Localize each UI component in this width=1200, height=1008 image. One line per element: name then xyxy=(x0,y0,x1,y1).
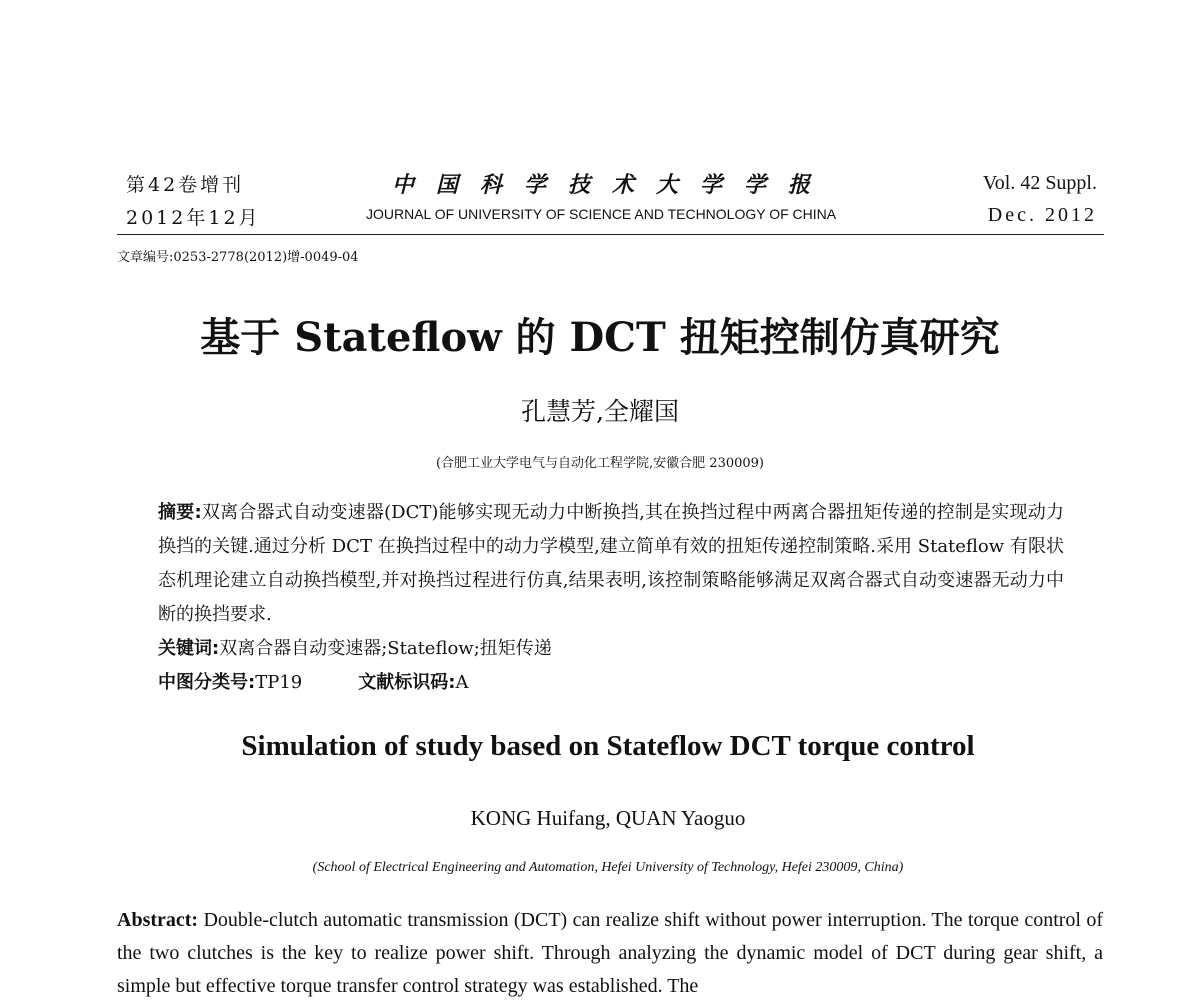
classification-line xyxy=(158,666,468,700)
authors-en: KONG Huifang, QUAN Yaoguo xyxy=(470,806,746,830)
authors-cn: 孔慧芳,全耀国 xyxy=(521,397,679,426)
date-cn: 2012年12月 xyxy=(126,207,261,229)
affiliation-cn: (合肥工业大学电气与自动化工程学院,安徽合肥 230009) xyxy=(435,456,765,471)
abstract-en-text: Double-clutch automatic transmission (DCT) can realize shift without power interruption. The torque control of the two clutches is the key to realize power shift. Through analyzing the dynamic model of DCT during gear shift, a simple but effective torque transfer control strategy was established. The xyxy=(117,909,1103,997)
journal-title-en: JOURNAL OF UNIVERSITY OF SCIENCE AND TECHNOLOGY OF CHINA xyxy=(366,206,837,222)
paper-title-cn: 基于 Stateflow 的 DCT 扭矩控制仿真研究 xyxy=(200,314,1000,361)
abstract-en-label: Abstract: xyxy=(117,909,199,931)
date-en: Dec. 2012 xyxy=(987,204,1097,226)
keywords-cn xyxy=(158,632,552,666)
abstract-cn-label: 摘要: xyxy=(158,502,202,523)
paper-title-en: Simulation of study based on Stateflow DCT torque control xyxy=(241,730,975,762)
header-rule xyxy=(117,234,1104,235)
classification-label: 中图分类号: xyxy=(158,672,256,693)
abstract-en xyxy=(117,904,1103,1003)
affiliation-en: (School of Electrical Engineering and Automation, Hefei University of Technology, Hefei 230009, China) xyxy=(312,860,904,875)
doc-code-value: A xyxy=(455,672,469,693)
volume-en: Vol. 42 Suppl. xyxy=(982,172,1097,194)
keywords-cn-label: 关键词: xyxy=(158,638,220,659)
abstract-cn xyxy=(158,496,1064,632)
keywords-cn-text: 双离合器自动变速器;Stateflow;扭矩传递 xyxy=(219,638,552,659)
doc-code-label: 文献标识码: xyxy=(358,672,456,693)
volume-cn: 第42卷增刊 xyxy=(126,174,245,196)
article-number: 文章编号:0253-2778(2012)增-0049-04 xyxy=(117,250,359,265)
journal-title-cn: 中国科学技术大学学报 xyxy=(392,172,833,198)
abstract-cn-text: 双离合器式自动变速器(DCT)能够实现无动力中断换挡,其在换挡过程中两离合器扭矩传递的控制是实现动力换挡的关键.通过分析 DCT 在换挡过程中的动力学模型,建立简单有效的扭矩传递控制策略.采用 Stateflow 有限状态机理论建立自动换挡模型,并对换挡过程进行仿真,结果表明,该控制策略能够满足双离合器式自动变速器无动力中断的换挡要求. xyxy=(158,502,1064,625)
classification-value: TP19 xyxy=(255,672,303,693)
